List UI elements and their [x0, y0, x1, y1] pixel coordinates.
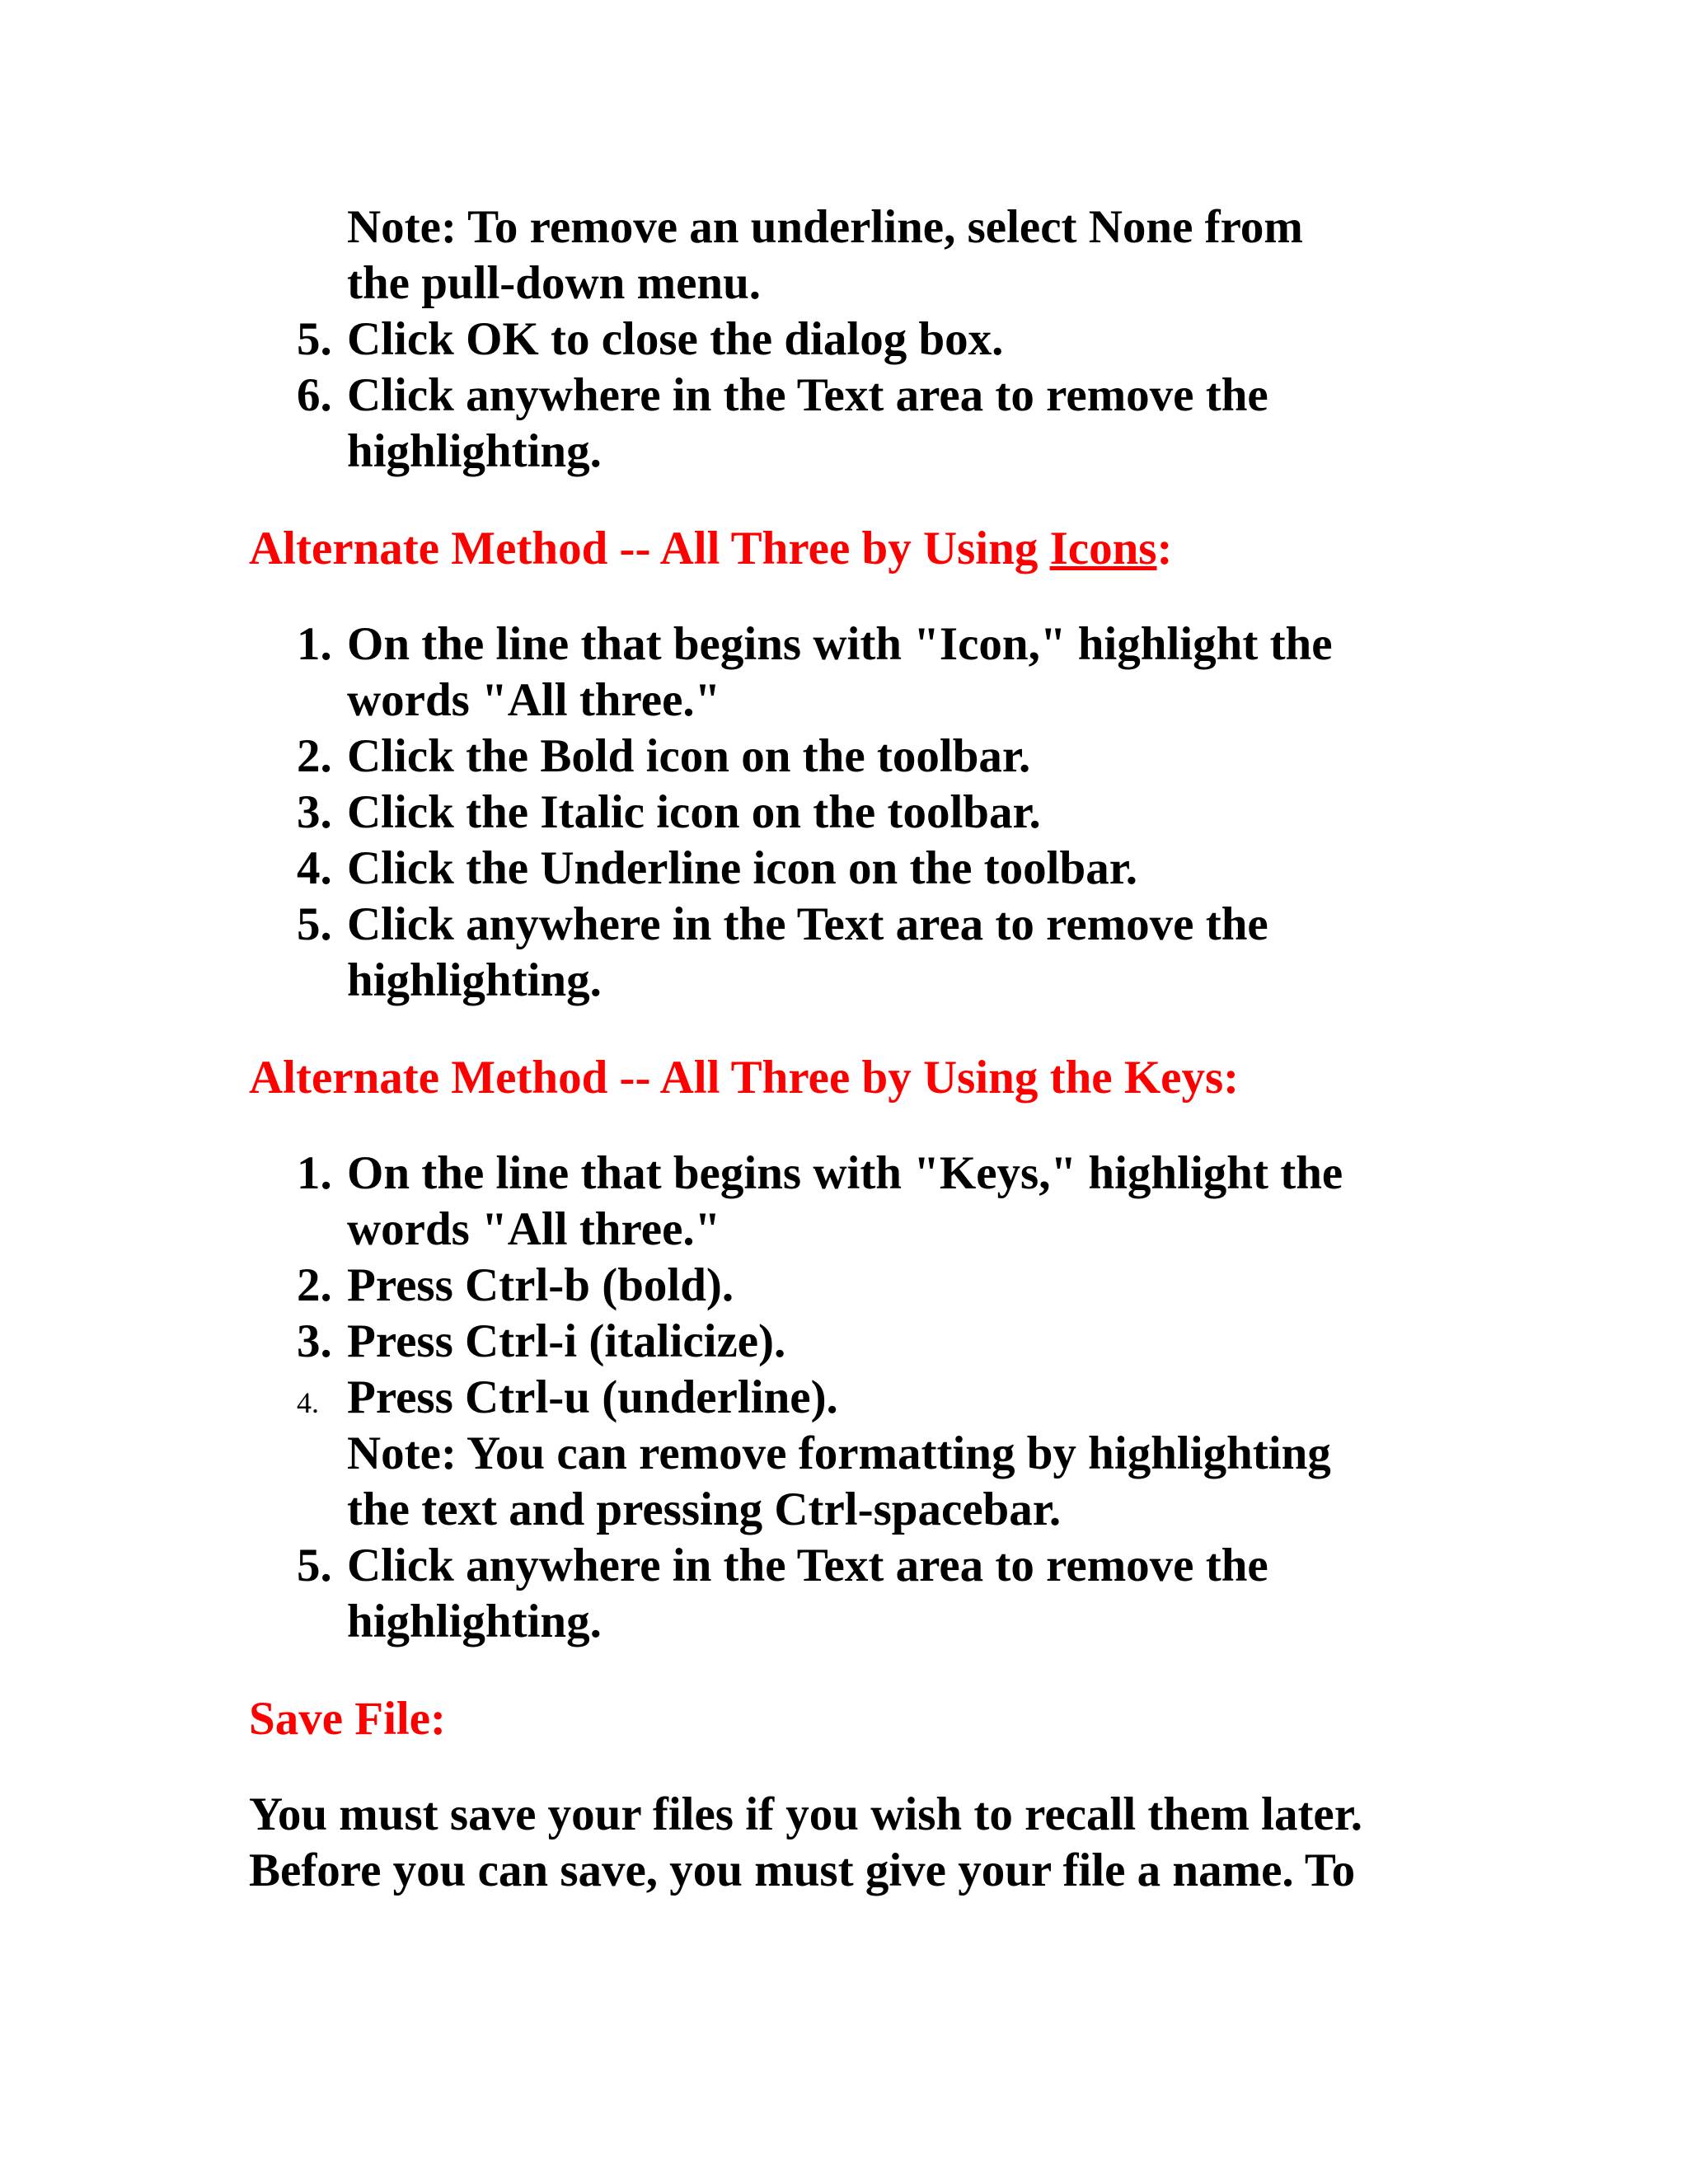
step-text: Press Ctrl-b (bold).: [347, 1259, 734, 1311]
step-text: Press Ctrl-i (italicize).: [347, 1315, 786, 1367]
step-number: 5.: [297, 898, 332, 950]
step-text: Click the Underline icon on the toolbar.: [347, 842, 1138, 894]
paragraph-line-2: Before you can save, you must give your file a name. To: [249, 1844, 1356, 1896]
heading-suffix: :: [1156, 523, 1173, 574]
note-line-1: Note: To remove an underline, select None from: [347, 201, 1303, 253]
heading-prefix: Alternate Method -- All Three by Using: [249, 523, 1050, 574]
step-number: 6.: [297, 369, 332, 421]
step-number: 1.: [297, 1147, 332, 1199]
step-text: Click OK to close the dialog box.: [347, 313, 1004, 365]
step-text: On the line that begins with "Icon," highlight the: [347, 618, 1333, 670]
step-number: 5.: [297, 313, 332, 365]
step-note-text: Note: You can remove formatting by highlighting: [347, 1427, 1331, 1479]
step-number: 3.: [297, 1315, 332, 1367]
step-number: 1.: [297, 618, 332, 670]
heading-alternate-icons: [249, 521, 1172, 577]
step-text: highlighting.: [347, 425, 602, 477]
step-text: Click anywhere in the Text area to remove the: [347, 1540, 1268, 1591]
step-note-text: the text and pressing Ctrl-spacebar.: [347, 1483, 1062, 1535]
step-number: 2.: [297, 730, 332, 782]
step-text: Click anywhere in the Text area to remove the: [347, 898, 1268, 950]
step-text: Click the Bold icon on the toolbar.: [347, 730, 1031, 782]
step-text: words "All three.": [347, 1203, 721, 1255]
step-text: highlighting.: [347, 954, 602, 1006]
step-text: words "All three.": [347, 674, 721, 726]
paragraph-line-1: You must save your files if you wish to recall them later.: [249, 1788, 1363, 1840]
step-number: 2.: [297, 1259, 332, 1311]
step-text: Press Ctrl-u (underline).: [347, 1371, 838, 1423]
step-number: 4.: [297, 842, 332, 894]
heading-save-file: Save File:: [249, 1693, 447, 1745]
step-text: highlighting.: [347, 1596, 602, 1647]
heading-link-icons[interactable]: Icons: [1049, 523, 1157, 574]
heading-alternate-keys: Alternate Method -- All Three by Using the Keys:: [249, 1052, 1240, 1104]
note-line-2: the pull-down menu.: [347, 257, 762, 309]
step-number: 3.: [297, 786, 332, 838]
step-number-small: 4.: [297, 1386, 319, 1419]
step-text: Click anywhere in the Text area to remove the: [347, 369, 1268, 421]
step-text: On the line that begins with "Keys," highlight the: [347, 1147, 1343, 1199]
step-number: 5.: [297, 1540, 332, 1591]
step-text: Click the Italic icon on the toolbar.: [347, 786, 1041, 838]
